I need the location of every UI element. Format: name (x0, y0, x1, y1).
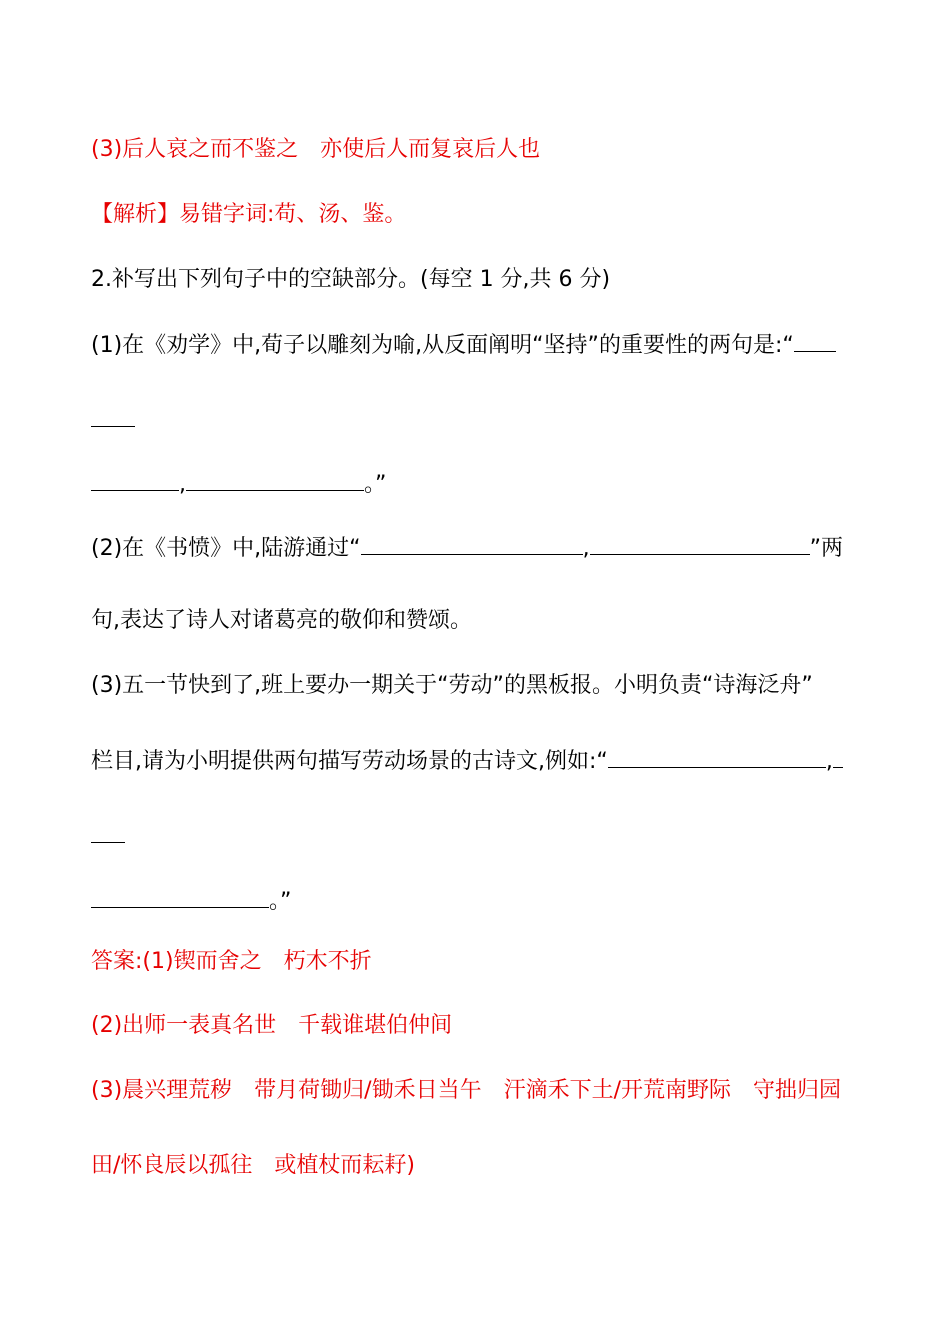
answer-line-3 (91, 1076, 841, 1106)
punctuation: , (582, 536, 590, 561)
answer-text: 田/怀良辰以孤往 (91, 1153, 253, 1178)
question-2-1 (91, 329, 836, 359)
answer-text: 汗滴禾下土/开荒南野际 (503, 1078, 732, 1103)
answer-text: (3)晨兴理荒秽 (91, 1078, 233, 1103)
question-text: (1)在《劝学》中,荀子以雕刻为喻,从反面阐明“坚持”的重要性的两句是:“ (91, 333, 794, 358)
fill-blank[interactable] (608, 745, 826, 768)
fill-blank[interactable] (91, 820, 125, 843)
answer-text: 千载谁堪伯仲间 (298, 1013, 453, 1038)
question-2-3-blanks (91, 885, 291, 915)
answer-text: 带月荷锄归/锄禾日当午 (254, 1078, 482, 1103)
answer-text: 或植杖而耘耔) (274, 1153, 416, 1178)
punctuation: , (825, 749, 833, 774)
question-2-1-blanks (91, 468, 386, 498)
punctuation: 。” (364, 472, 387, 497)
question-2-2 (91, 532, 843, 562)
fill-blank[interactable] (794, 329, 836, 352)
answer-text: 亦使后人而复哀后人也 (320, 137, 541, 162)
question-2-title (91, 265, 610, 295)
fill-blank[interactable] (91, 468, 179, 491)
question-2-3-cont (91, 745, 843, 775)
question-2-3-wrap (91, 820, 125, 850)
fill-blank[interactable] (186, 468, 364, 491)
answer-line-3-cont (91, 1151, 415, 1181)
answer-line-prev-3 (91, 135, 540, 165)
question-text: (2)在《书愤》中,陆游通过“ (91, 536, 361, 561)
analysis-line (91, 200, 406, 230)
question-text: 句,表达了诗人对诸葛亮的敬仰和赞颂。 (91, 608, 472, 633)
punctuation: , (179, 472, 186, 497)
question-title-text: 2.补写出下列句子中的空缺部分。(每空 1 分,共 6 分) (91, 267, 611, 292)
answer-text: (2)出师一表真名世 (91, 1013, 277, 1038)
answer-text: 朽木不折 (283, 949, 372, 974)
fill-blank[interactable] (361, 532, 583, 555)
analysis-text: 【解析】易错字词:苟、汤、鉴。 (91, 202, 407, 227)
answer-line-1 (91, 947, 372, 977)
answer-text: (3)后人哀之而不鉴之 (91, 137, 299, 162)
question-text: 栏目,请为小明提供两句描写劳动场景的古诗文,例如:“ (91, 749, 608, 774)
answer-text: 守拙归园 (753, 1078, 842, 1103)
answer-line-2 (91, 1011, 452, 1041)
fill-blank[interactable] (91, 404, 135, 427)
question-2-1-wrap (91, 404, 135, 434)
fill-blank[interactable] (590, 532, 810, 555)
question-2-2-cont (91, 606, 472, 636)
fill-blank[interactable] (91, 885, 269, 908)
question-text: (3)五一节快到了,班上要办一期关于“劳动”的黑板报。小明负责“诗海泛舟” (91, 673, 813, 698)
question-text: ”两 (809, 536, 843, 561)
punctuation: 。” (269, 889, 292, 914)
fill-blank[interactable] (833, 745, 843, 768)
question-2-3 (91, 671, 813, 701)
answer-text: 答案:(1)锲而舍之 (91, 949, 262, 974)
